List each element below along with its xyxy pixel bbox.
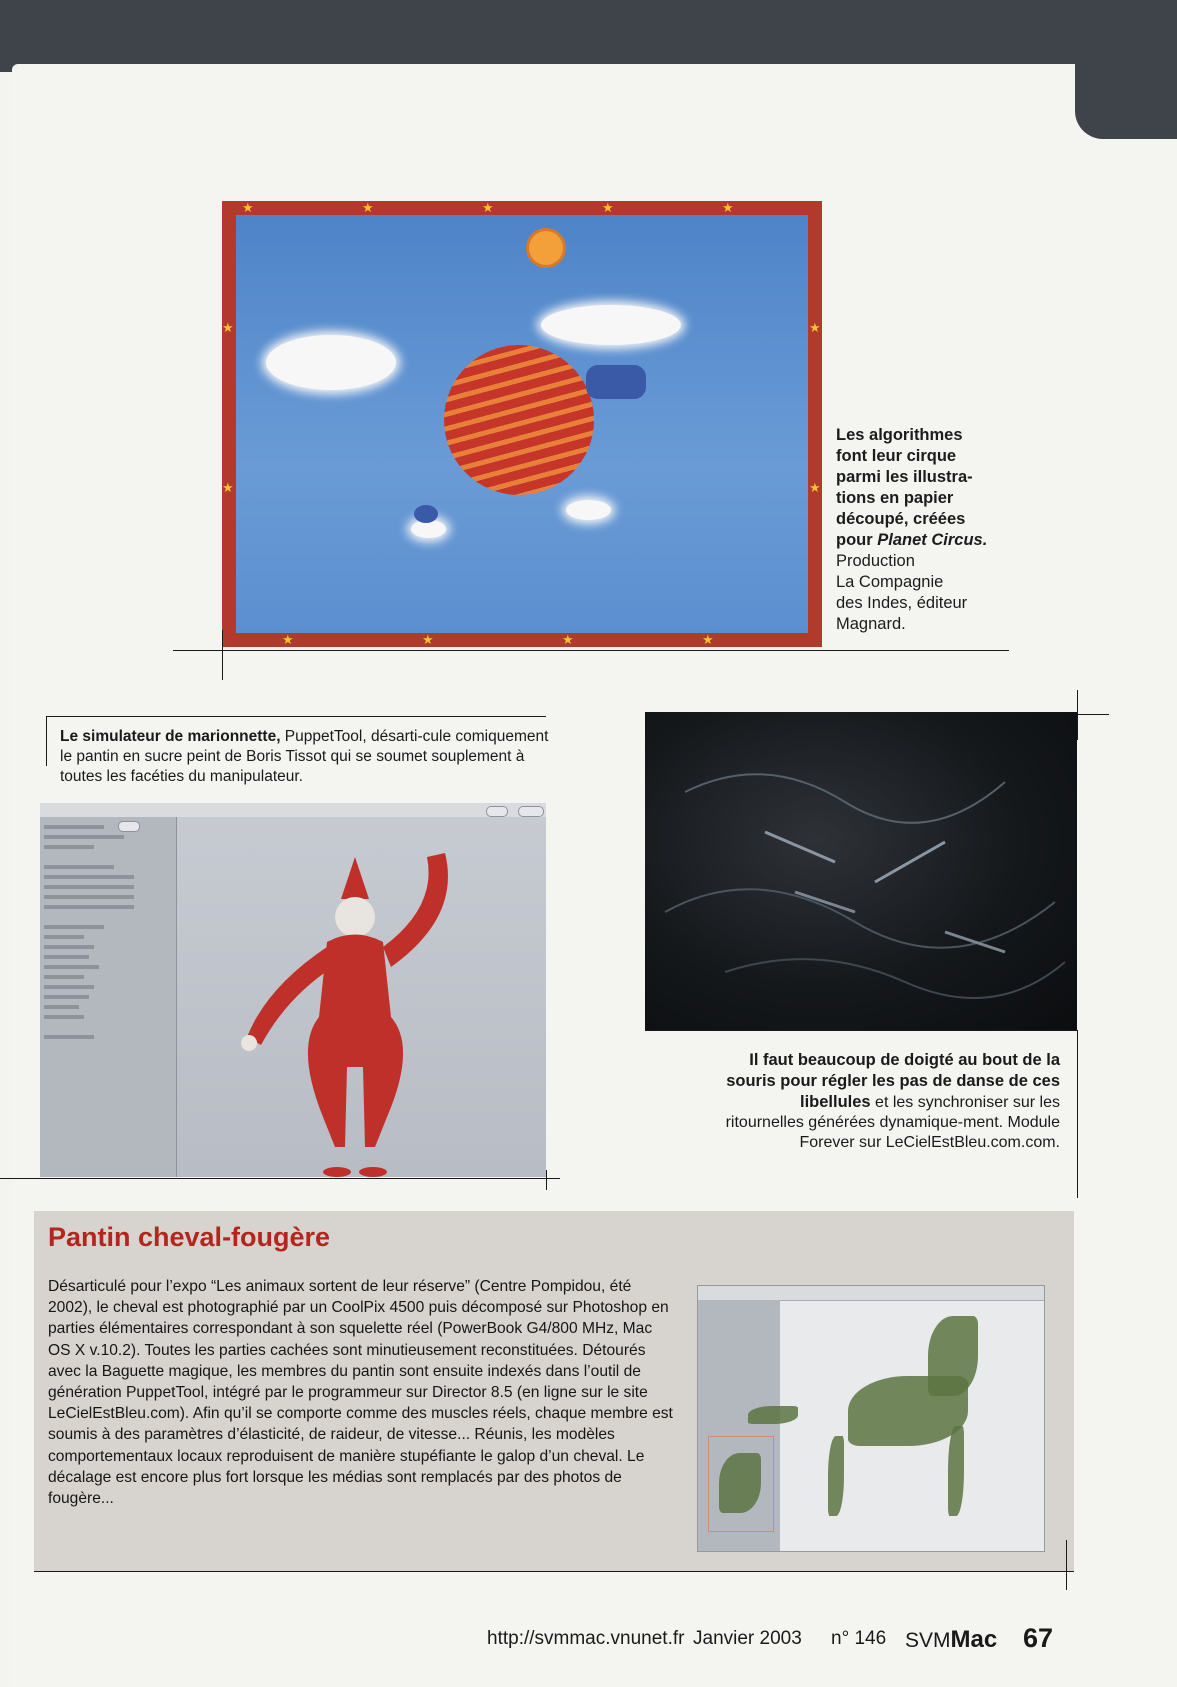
- fern-leaf: [719, 1453, 761, 1513]
- star-icon: ★: [362, 200, 374, 215]
- caption-title: Planet Circus.: [877, 531, 988, 549]
- dragonflies-image: [645, 712, 1077, 1030]
- sugar-clown-puppet: [177, 817, 546, 1177]
- fern-horse-tail: [748, 1406, 798, 1424]
- panel-row: [44, 975, 84, 979]
- cloud: [266, 335, 396, 390]
- panel-row: [44, 925, 104, 929]
- rule: [46, 716, 546, 717]
- footer-url[interactable]: http://svmmac.vnunet.fr: [487, 1628, 685, 1649]
- planet-circus-illustration: [222, 201, 822, 647]
- rule: [0, 1178, 560, 1179]
- star-icon: ★: [722, 200, 734, 215]
- rule: [645, 1030, 1077, 1031]
- panel-row: [44, 905, 134, 909]
- rule: [46, 716, 47, 766]
- star-icon: ★: [809, 480, 821, 495]
- caption-line: des Indes, éditeur: [836, 594, 968, 612]
- caption-line: font leur cirque: [836, 447, 957, 465]
- top-dark-bar: [0, 0, 1177, 72]
- footer-issue: n° 146: [831, 1628, 887, 1649]
- sky-background: [236, 215, 808, 633]
- parameter-panel: [40, 817, 177, 1177]
- caption-text: et les synchroniser sur les ritournelles générées dynamique-ment. Module Forever sur LeCielEstBleu.com.com.: [725, 1094, 1060, 1151]
- panel-row: [44, 945, 94, 949]
- rule: [1066, 1540, 1067, 1590]
- rule: [222, 630, 223, 680]
- panel-row: [44, 985, 94, 989]
- page-tab: [1075, 64, 1177, 139]
- caption-line: parmi les illustra-: [836, 468, 973, 486]
- caption-line: Les algorithmes: [836, 426, 963, 444]
- fern-horse-leg: [828, 1436, 844, 1516]
- panel-row: [44, 1035, 94, 1039]
- panel-row: [44, 1005, 79, 1009]
- brand-prefix: SVM: [905, 1629, 951, 1652]
- star-icon: ★: [222, 480, 234, 495]
- page-footer: [487, 1620, 1067, 1660]
- caption-line: découpé, créées: [836, 510, 966, 528]
- panel-row: [44, 845, 94, 849]
- blue-bird-character: [586, 365, 646, 399]
- rule: [1077, 1030, 1078, 1198]
- puppet-stage: [177, 817, 546, 1177]
- panel-row: [44, 895, 134, 899]
- box-title: Pantin cheval-fougère: [48, 1222, 331, 1252]
- caption-lead: Il faut beaucoup de doigté au bout de la souris pour régler les pas de danse de ces libellules: [726, 1051, 1060, 1111]
- fern-horse-neck: [928, 1316, 978, 1396]
- panel-row: [44, 825, 104, 829]
- star-icon: ★: [702, 632, 714, 647]
- planet-circus-caption: [836, 425, 1026, 635]
- caption-line: Magnard.: [836, 615, 906, 633]
- star-icon: ★: [562, 632, 574, 647]
- fern-horse-leg: [948, 1426, 964, 1516]
- rule: [546, 1170, 547, 1190]
- rule: [1077, 690, 1078, 740]
- panel-row: [44, 865, 114, 869]
- panel-row: [44, 835, 124, 839]
- box-body: Désarticulé pour l’expo “Les animaux sortent de leur réserve” (Centre Pompidou, été 2002), le cheval est photographié par un CoolPix 4500 puis décomposé sur Photoshop en parties élémentaires correspondant à son squelette réel (PowerBook G4/800 MHz, Mac OS X v.10.2). Toutes les parties cachées sont minutieusement reconstituées. Détourés avec la Baguette magique, les membres du pantin sont ensuite indexés dans l’outil de génération PuppetTool, intégré par le programmeur sur Director 8.5 (en ligne sur le site LeCielEstBleu.com). Afin qu’il se comporte comme des muscles réels, chaque membre est soumis à des paramètres d’élasticité, de raideur, de vitesse... Réunis, les modèles comportementaux locaux reproduisent de manière stupéfiante le galop d’un cheval. Le décalage est encore plus fort lorsque les médias sont remplacés par des photos de fougère...: [48, 1278, 673, 1508]
- caption-text: PuppetTool, désarti-cule comiquement le pantin en sucre peint de Boris Tissot qui se soumet souplement à toutes les facéties du manipulateur.: [60, 728, 549, 785]
- star-icon: ★: [422, 632, 434, 647]
- star-icon: ★: [482, 200, 494, 215]
- caption-line: pour: [836, 531, 878, 549]
- app-toolbar: [40, 803, 546, 818]
- panel-row: [44, 875, 134, 879]
- small-blue-bird: [414, 505, 438, 523]
- dragonflies-caption: [720, 1050, 1060, 1153]
- dragonfly-pattern: [645, 712, 1077, 1030]
- rule: [173, 650, 1009, 651]
- striped-planet: [444, 345, 594, 495]
- save-button[interactable]: [118, 821, 140, 832]
- caption-line: La Compagnie: [836, 573, 944, 591]
- star-icon: ★: [602, 200, 614, 215]
- footer-date: Janvier 2003: [693, 1628, 802, 1649]
- fern-horse-screenshot: [697, 1285, 1045, 1552]
- cloud: [541, 305, 681, 345]
- page-number: 67: [1023, 1623, 1054, 1653]
- footer-brand: [905, 1626, 997, 1654]
- fern-leaf-preview: [708, 1436, 774, 1532]
- cloud: [566, 500, 611, 520]
- puppettool-screenshot: [40, 803, 546, 1177]
- star-icon: ★: [809, 320, 821, 335]
- done-button[interactable]: [486, 806, 508, 817]
- sun-illustration: [529, 231, 563, 265]
- puppet-caption: [60, 727, 550, 787]
- panel-row: [44, 995, 89, 999]
- panel-row: [44, 955, 89, 959]
- panel-row: [44, 885, 134, 889]
- star-icon: ★: [222, 320, 234, 335]
- gallery-button[interactable]: [518, 806, 544, 817]
- caption-lead: Le simulateur de marionnette,: [60, 728, 281, 745]
- panel-row: [44, 965, 99, 969]
- brand-suffix: Mac: [950, 1626, 998, 1653]
- rule: [34, 1571, 1074, 1572]
- panel-row: [44, 935, 84, 939]
- panel-row: [44, 1015, 84, 1019]
- caption-line: tions en papier: [836, 489, 954, 507]
- app-toolbar: [698, 1286, 1044, 1301]
- star-icon: ★: [242, 200, 254, 215]
- caption-line: Production: [836, 552, 915, 570]
- star-icon: ★: [282, 632, 294, 647]
